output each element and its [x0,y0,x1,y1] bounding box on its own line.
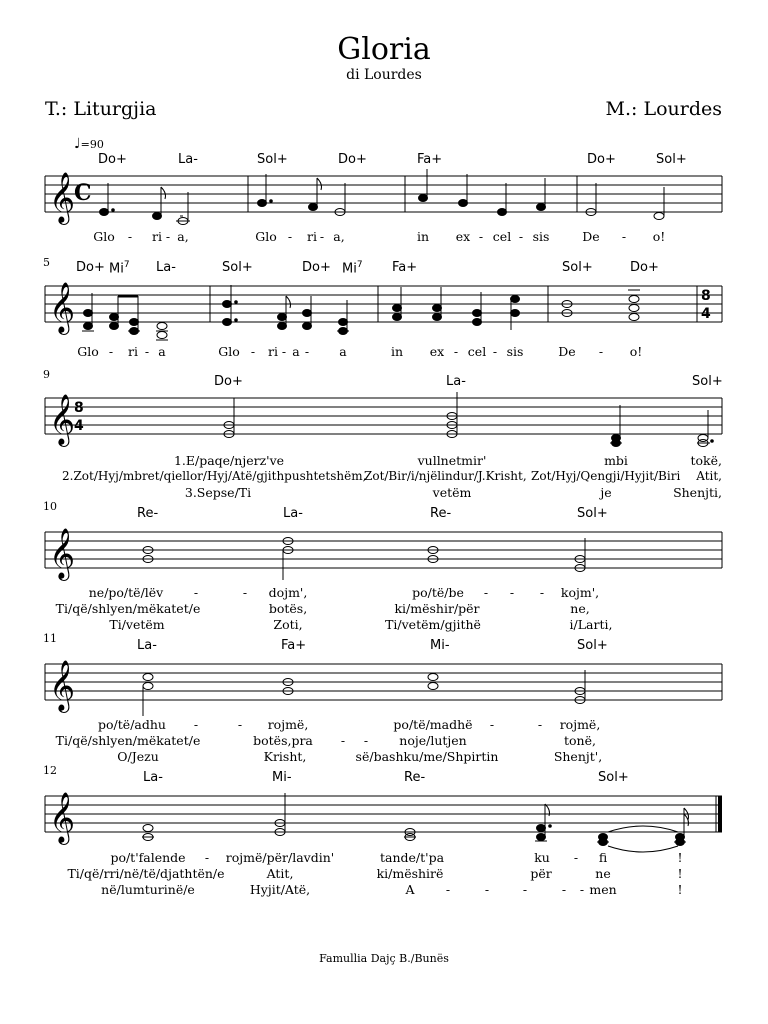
lyric-hyphen: - [453,344,459,359]
lyric-syllable: a [292,344,300,359]
chord-symbol: La- [283,506,303,521]
chord-symbol: La- [178,152,198,167]
lyric-verse-2: ! [677,866,683,881]
lyric-hyphen: - [561,882,567,897]
lyric-verse-1: ne/po/të/lëv [88,585,164,600]
lyric-verse-3: Zoti, [273,617,303,632]
chord-symbol: Do+ [98,152,127,167]
lyric-verse-3: Hyjit/Atë, [249,882,311,897]
lyric-hyphen: - [319,229,325,244]
lyric-hyphen: - [340,733,346,748]
chord-symbol: Sol+ [656,152,687,167]
lyric-verse-1: po/të/be [412,585,464,600]
chord-symbol: Do+ [302,260,331,275]
chord-symbol: La- [446,374,466,389]
lyric-syllable: a, [333,229,345,244]
chord-symbol: Fa+ [392,260,418,275]
lyric-hyphen: - [579,882,585,897]
lyric-verse-3: Krisht, [263,749,307,764]
lyric-verse-1: 1.E/paqe/njerz've [173,453,285,468]
lyric-hyphen: - [144,344,150,359]
lyric-hyphen: - [304,344,310,359]
bar-lines [45,176,722,832]
chord-symbol: Re- [430,506,452,521]
lyric-verse-2: ne [595,866,611,881]
lyric-hyphen: - [518,229,524,244]
lyric-verse-1: vullnetmir' [417,453,487,468]
lyric-verse-3: Ti/vetëm/gjithë [385,617,481,632]
chord-symbol: Mi- [430,638,450,653]
treble-clef-icon: 𝄞 [49,660,76,711]
lyric-verse-2: Atit, [696,469,722,483]
lyric-verse-1: ku [534,850,550,865]
lyric-hyphen: - [242,585,248,600]
chord-symbol: Sol+ [562,260,593,275]
lyric-verse-1: rojmë, [559,717,601,732]
lyric-verse-2: tonë, [564,733,596,748]
lyric-verse-2: Ti/që/rri/në/të/djathtën/e [67,866,225,881]
lyric-syllable: o! [652,229,666,244]
lyric-syllable: ex [429,344,445,359]
lyric-hyphen: - [489,717,495,732]
lyric-verse-1: fi [598,850,608,865]
chord-root: Mi [109,261,124,277]
lyric-verse-2: Zot/Hyj/Qengji/Hyjit/Biri [531,469,681,483]
lyric-verse-1: po/t'falende [110,850,186,865]
lyric-syllable: ex [455,229,471,244]
lyric-verse-3: je [600,485,612,500]
lyric-syllable: Glo [77,344,99,359]
treble-clef-icon: 𝄞 [49,282,76,333]
lyric-verse-1: rojmë/për/lavdin' [225,850,335,865]
lyric-verse-2: Ti/që/shlyen/mëkatet/e [55,733,201,748]
lyric-hyphen: - [509,585,515,600]
chord-symbol: Do+ [214,374,243,389]
lyric-syllable: ri [268,344,278,359]
treble-clefs [49,172,75,845]
lyric-verse-3: së/bashku/me/Shpirtin [355,749,499,764]
common-time-icon: C [74,180,92,206]
chord-symbol: Sol+ [257,152,288,167]
lyric-hyphen: - [108,344,114,359]
lyric-syllable: cel [492,229,512,244]
quarter-note-icon: ♩ [74,136,81,152]
chord-extension: 7 [123,260,130,270]
lyric-verse-1: mbi [604,453,628,468]
measure-number: 11 [43,632,57,645]
lyric-syllable: cel [467,344,487,359]
lyric-hyphen: - [621,229,627,244]
lyric-hyphen: - [573,850,579,865]
lyric-verse-1: dojm', [268,585,308,600]
lyric-verse-2: 2.Zot/Hyj/mbret/qiellor/Hyj/Atë/gjithpushtetshëm, [62,469,367,483]
lyric-syllable: o! [629,344,643,359]
footer-credit: Famullia Dajç B./Bunës [319,952,449,965]
lyric-verse-1: ! [677,850,683,865]
time-sig-numerator: 8 [74,400,84,416]
system-1-notes [100,169,665,225]
chord-symbol: Fa+ [281,638,307,653]
chord-symbol: Do+ [630,260,659,275]
lyric-verse-3: në/lumturinë/e [101,882,195,897]
system-5-notes [143,670,585,716]
lyric-hyphen: - [281,344,287,359]
chord-symbol: La- [143,770,163,785]
lyric-syllable: in [416,229,430,244]
chord-symbol: Do+ [587,152,616,167]
lyric-verse-2: Ti/që/shlyen/mëkatet/e [55,601,201,616]
lyric-hyphen: - [204,850,210,865]
chord-symbol: La- [156,260,176,275]
lyric-verse-3: A [405,882,415,897]
lyric-hyphen: - [250,344,256,359]
chord-symbol: Do+ [76,260,105,275]
lyric-syllable: Glo [255,229,277,244]
chord-symbol: Re- [404,770,426,785]
lyric-hyphen: - [478,229,484,244]
chord-symbol: Sol+ [222,260,253,275]
lyric-syllable: sis [532,229,550,244]
time-signature-8-4 [74,288,711,434]
lyric-verse-1: rojmë, [267,717,309,732]
time-sig-denominator: 4 [74,418,84,434]
measure-number: 9 [43,368,50,381]
lyric-verse-1: tokë, [690,453,722,468]
lyric-syllable: ri [307,229,317,244]
lyric-verse-3: 3.Sepse/Ti [184,485,252,500]
time-sig-numerator: 8 [701,288,711,304]
lyric-verse-3: vetëm [432,485,472,500]
lyric-verse-1: po/të/madhë [393,717,473,732]
lyric-verse-2: botës, [268,601,308,616]
lyric-verse-2: Zot/Bir/i/njëlindur/J.Krisht, [364,469,527,483]
chord-symbol: Fa+ [417,152,443,167]
chord-symbol: La- [137,638,157,653]
treble-clef-icon: 𝄞 [49,528,76,579]
lyric-hyphen: - [522,882,528,897]
lyric-verse-3: ! [677,882,683,897]
lyric-verse-2: ki/mëshir/për [394,601,480,616]
lyric-syllable: a [339,344,347,359]
chord-symbol: Re- [137,506,159,521]
lyric-syllable: Glo [93,229,115,244]
chord-symbol: Mi- [272,770,292,785]
chord-symbol: Do+ [338,152,367,167]
lyric-verse-2: Atit, [266,866,294,881]
lyric-hyphen: - [287,229,293,244]
treble-clef-icon: 𝄞 [49,394,76,445]
lyric-hyphen: - [483,585,489,600]
lyric-verse-2: noje/lutjen [399,733,467,748]
lyric-verse-3: Shenjti, [673,485,722,500]
lyric-syllable: in [390,344,404,359]
lyric-syllable: ri [152,229,162,244]
chord-symbol: Sol+ [577,506,608,521]
lyric-verse-3: i/Larti, [569,617,613,632]
lyric-hyphen: - [537,717,543,732]
song-subtitle: di Lourdes [346,67,422,83]
lyric-verse-2: botës,pra [253,733,313,748]
system-3-notes [224,392,713,447]
lyric-verse-3: men [589,882,617,897]
lyric-syllable: Glo [218,344,240,359]
chord-symbol: Sol+ [692,374,723,389]
lyric-syllable: sis [506,344,524,359]
measure-number: 10 [43,500,57,513]
lyric-verse-3: O/Jezu [117,749,159,764]
lyric-verse-2: ki/mëshirë [376,866,444,881]
lyric-hyphen: - [165,229,171,244]
lyricist-credit: T.: Liturgjia [45,98,157,120]
lyric-verse-3: Shenjt', [553,749,603,764]
lyric-hyphen: - [492,344,498,359]
lyric-syllable: De [558,344,576,359]
lyric-verse-1: kojm', [560,585,600,600]
chord-root: Mi [342,261,357,277]
lyric-syllable: a [158,344,166,359]
time-sig-denominator: 4 [701,306,711,322]
tempo-value: =90 [80,138,104,151]
song-title: Gloria [337,32,431,67]
lyric-hyphen: - [237,717,243,732]
lyric-hyphen: - [193,717,199,732]
lyric-hyphen: - [598,344,604,359]
lyric-hyphen: - [127,229,133,244]
lyric-verse-3: Ti/vetëm [109,617,165,632]
treble-clef-icon: 𝄞 [49,172,76,223]
measure-number: 12 [43,764,57,777]
chord-symbol: Sol+ [598,770,629,785]
lyric-hyphen: - [484,882,490,897]
chord-symbol: Sol+ [577,638,608,653]
lyric-hyphen: - [193,585,199,600]
lyric-verse-1: tande/t'pa [379,850,445,865]
staff-lines [45,176,722,832]
lyric-verse-2: ne, [570,601,590,616]
composer-credit: M.: Lourdes [605,98,722,120]
lyric-verse-1: po/të/adhu [98,717,166,732]
lyric-syllable: ri [128,344,138,359]
lyric-hyphen: - [539,585,545,600]
lyric-syllable: a, [177,229,189,244]
measure-number: 5 [43,256,50,269]
lyric-syllable: De [582,229,600,244]
lyric-verse-2: për [530,866,552,881]
chord-extension: 7 [356,260,363,270]
lyric-hyphen: - [445,882,451,897]
treble-clef-icon: 𝄞 [49,792,76,843]
lyric-hyphen: - [363,733,369,748]
